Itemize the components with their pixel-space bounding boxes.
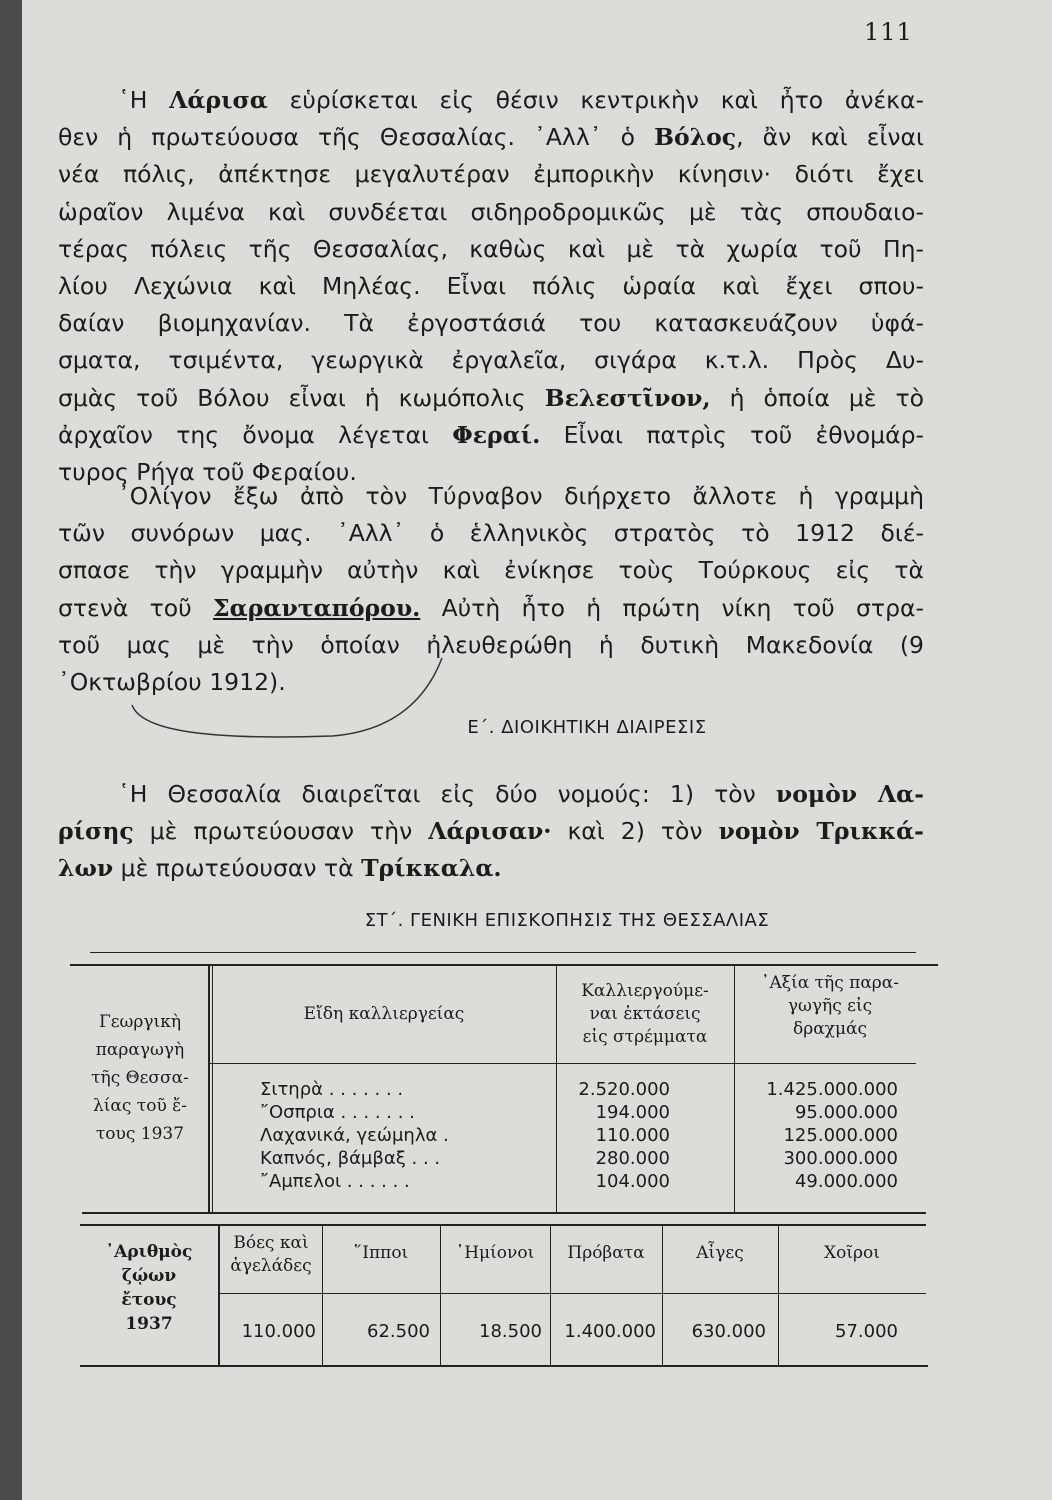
text-line: νέα πόλις, ἀπέκτησε μεγαλυτέραν ἐμπορικὴν κίνησιν· διότι ἔχει xyxy=(58,160,924,189)
text-line: λίου Λεχώνια καὶ Μηλέας. Εἶναι πόλις ὡραία καὶ ἔχει σπου- xyxy=(58,272,924,301)
animal-count: 1.400.000 xyxy=(564,1321,656,1342)
text-line: τυρος Ρήγα τοῦ Φεραίου. xyxy=(58,458,357,487)
crop-area: 110.000 xyxy=(595,1125,670,1146)
table-rule xyxy=(556,964,557,1212)
table-rule xyxy=(218,1224,220,1365)
table-rule xyxy=(662,1224,663,1365)
animal-count: 630.000 xyxy=(691,1321,766,1342)
crop-area: 2.520.000 xyxy=(578,1079,670,1100)
col-header-value: ᾿Αξία τῆς παρα- γωγῆς εἰς δραχμάς xyxy=(760,973,900,1039)
crop-area: 280.000 xyxy=(595,1148,670,1169)
agri-row-label: Γεωργικὴ παραγωγὴ τῆς Θεσσα- λίας τοῦ ἔ- τους 1937 xyxy=(91,1012,189,1144)
text-line: ἀρχαῖον της ὄνομα λέγεται Φεραί. Εἶναι πατρὶς τοῦ ἐθνομάρ- xyxy=(58,420,924,449)
animals-row-label: ᾿Αριθμὸς ζῴων ἔτους 1937 xyxy=(105,1242,193,1334)
table-rule xyxy=(208,964,210,1212)
animal-count: 110.000 xyxy=(241,1321,316,1342)
table-rule xyxy=(80,1365,928,1367)
col-header-area: Καλλιεργούμε- ναι ἐκτάσεις εἰς στρέμματα xyxy=(581,981,709,1047)
text-line: ῾Η Θεσσαλία διαιρεῖται εἰς δύο νομούς: 1) τὸν νομὸν Λα- xyxy=(118,780,924,808)
crop-value: 300.000.000 xyxy=(783,1148,898,1169)
crop-name: ῎Οσπρια . . . . . . . xyxy=(260,1102,415,1123)
text-line: τέρας πόλεις τῆς Θεσσαλίας, καθὼς καὶ μὲ τὰ χωρία τοῦ Πη- xyxy=(58,234,924,263)
table-rule xyxy=(550,1224,551,1365)
text-line: ᾿Ολίγον ἔξω ἀπὸ τὸν Τύρναβον διήρχετο ἄλλοτε ἡ γραμμὴ xyxy=(118,482,924,510)
text-line: τοῦ μας μὲ τὴν ὁποίαν ἠλευθερώθη ἡ δυτικὴ Μακεδονία (9 xyxy=(58,630,924,659)
table-rule xyxy=(212,964,213,1212)
text-line: σματα, τσιμέντα, γεωργικὰ ἐργαλεῖα, σιγάρα κ.τ.λ. Πρὸς Δυ- xyxy=(58,346,924,375)
text-line: ῾Η Λάρισα εὑρίσκεται εἰς θέσιν κεντρικὴν καὶ ἦτο ἀνέκα- xyxy=(118,86,924,114)
text-line: ᾿Οκτωβρίου 1912). xyxy=(58,668,286,697)
paragraph-larisa-volos xyxy=(58,82,924,491)
text-line: σμὰς τοῦ Βόλου εἶναι ἡ κωμόπολις Βελεστῖνον, ἡ ὁποία μὲ τὸ xyxy=(58,383,924,412)
text-line: στενὰ τοῦ Σαρανταπόρου. Αὐτὴ ἦτο ἡ πρώτη νίκη τοῦ στρα- xyxy=(58,593,924,622)
crop-area: 104.000 xyxy=(595,1171,670,1192)
crop-name: Καπνός, βάμβαξ . . . xyxy=(260,1148,441,1169)
crop-value: 95.000.000 xyxy=(794,1102,898,1123)
animal-header: Πρόβατα xyxy=(567,1243,645,1263)
page-number: 111 xyxy=(864,18,913,46)
crop-value: 49.000.000 xyxy=(794,1171,898,1192)
animal-header: Αἶγες xyxy=(696,1243,744,1263)
table-rule xyxy=(210,1063,916,1064)
animal-count: 57.000 xyxy=(835,1321,898,1342)
animal-count: 62.500 xyxy=(367,1321,430,1342)
crop-name: Λαχανικά, γεώμηλα . xyxy=(260,1125,449,1146)
crop-name: Σιτηρὰ . . . . . . . xyxy=(260,1079,404,1100)
animal-header: ῾Ημίονοι xyxy=(455,1243,535,1263)
table-rule xyxy=(322,1224,323,1365)
table-rule xyxy=(734,964,735,1212)
table-rule xyxy=(220,1293,926,1294)
table-rule xyxy=(440,1224,441,1365)
text-line: ρίσης μὲ πρωτεύουσαν τὴν Λάρισαν· καὶ 2) τὸν νομὸν Τρικκά- xyxy=(58,817,924,846)
col-header-crop-kind: Εἴδη καλλιεργείας xyxy=(303,1004,465,1024)
crop-name: ῎Αμπελοι . . . . . . xyxy=(260,1171,410,1192)
table-rule xyxy=(82,1212,926,1214)
table-rule xyxy=(70,964,938,966)
table-rule xyxy=(80,1224,926,1226)
paragraph-administrative-division xyxy=(58,776,924,888)
animal-header: ῞Ιπποι xyxy=(353,1243,409,1263)
section-e-heading: Ε΄. ΔΙΟΙΚΗΤΙΚΗ ΔΙΑΙΡΕΣΙΣ xyxy=(467,717,707,738)
text-line: τῶν συνόρων μας. ᾿Αλλ᾿ ὁ ἑλληνικὸς στρατὸς τὸ 1912 διέ- xyxy=(58,519,924,548)
text-line: ὡραῖον λιμένα καὶ συνδέεται σιδηροδρομικῶς μὲ τὰς σπουδαιο- xyxy=(58,197,924,226)
animal-header: Βόες καὶ ἀγελάδες xyxy=(230,1233,312,1276)
crop-value: 1.425.000.000 xyxy=(766,1079,898,1100)
book-page xyxy=(22,0,1052,1500)
text-line: θεν ἡ πρωτεύουσα τῆς Θεσσαλίας. ᾿Αλλ᾿ ὁ Βόλος, ἂν καὶ εἶναι xyxy=(58,123,924,152)
text-line: λων μὲ πρωτεύουσαν τὰ Τρίκκαλα. xyxy=(58,854,502,883)
animal-header: Χοῖροι xyxy=(824,1243,880,1263)
animal-count: 18.500 xyxy=(479,1321,542,1342)
section-st-heading: ΣΤ΄. ΓΕΝΙΚΗ ΕΠΙΣΚΟΠΗΣΙΣ ΤΗΣ ΘΕΣΣΑΛΙΑΣ xyxy=(364,910,770,931)
text-line: δαίαν βιομηχανίαν. Τὰ ἐργοστάσιά του κατασκευάζουν ὑφά- xyxy=(58,309,924,338)
table-rule xyxy=(90,952,916,953)
crop-area: 194.000 xyxy=(595,1102,670,1123)
text-line: σπασε τὴν γραμμὴν αὐτὴν καὶ ἐνίκησε τοὺς Τούρκους εἰς τὰ xyxy=(58,556,924,585)
crop-value: 125.000.000 xyxy=(783,1125,898,1146)
table-rule xyxy=(778,1224,779,1365)
